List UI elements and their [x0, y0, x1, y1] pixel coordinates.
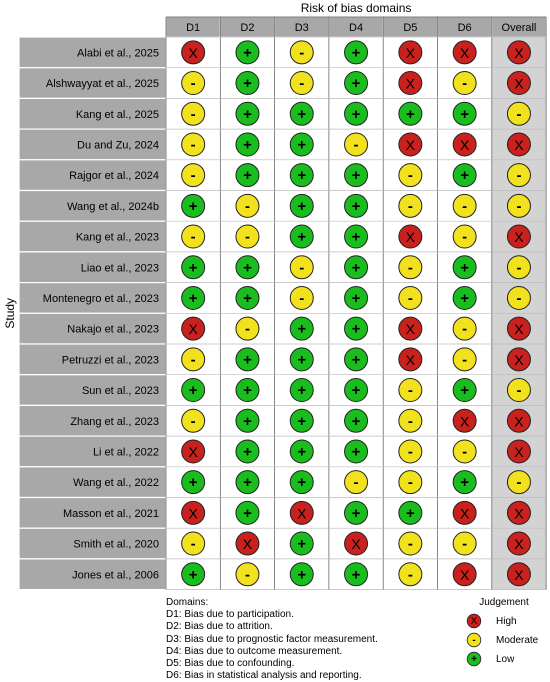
chart-title: Risk of bias domains — [300, 1, 412, 15]
judgement-marker-low-symbol: + — [460, 105, 470, 123]
judgement-marker-moderate-symbol: - — [353, 474, 359, 492]
study-label: Wang et al., 2022 — [73, 477, 159, 490]
study-label: Petruzzi et al., 2023 — [61, 354, 159, 367]
judgement-marker-high-symbol: X — [351, 536, 361, 553]
judgement-marker-low-symbol: + — [297, 105, 307, 123]
judgement-marker-moderate-symbol: - — [516, 474, 522, 492]
judgement-marker-high-symbol: X — [514, 536, 524, 553]
judgement-marker-low-symbol: + — [297, 474, 307, 492]
judgement-marker-moderate-symbol: - — [407, 197, 413, 215]
column-header-label-d1: D1 — [186, 22, 201, 34]
judgement-marker-low-symbol: + — [297, 412, 307, 430]
judgement-marker-moderate-symbol: - — [407, 412, 413, 430]
judgement-marker-low-symbol: + — [351, 167, 361, 185]
judgement-marker-high-symbol: X — [405, 136, 416, 153]
judgement-marker-low-symbol: + — [351, 566, 361, 584]
study-label: Kang et al., 2025 — [75, 108, 159, 121]
judgement-marker-low-symbol: + — [351, 228, 361, 246]
judgement-marker-high-symbol: X — [459, 413, 470, 430]
domain-d3: D3: Bias due to prognostic factor measurement. — [166, 633, 378, 645]
judgement-marker-low-symbol: + — [351, 289, 361, 307]
y-axis-label: Study — [3, 297, 17, 329]
judgement-marker-high-symbol: X — [514, 505, 524, 522]
judgement-marker-moderate-symbol: - — [516, 167, 522, 185]
judgement-marker-low-symbol: + — [243, 474, 252, 492]
column-header-label-d4: D4 — [349, 22, 364, 34]
judgement-marker-moderate-symbol: - — [190, 535, 196, 553]
judgement-marker-low-symbol: + — [297, 167, 307, 185]
judgement-marker-moderate-symbol: - — [190, 412, 196, 430]
judgement-marker-moderate-symbol: - — [516, 105, 522, 123]
judgement-marker-high-symbol: X — [514, 566, 524, 583]
judgement-marker-moderate-symbol: - — [462, 228, 468, 246]
judgement-marker-moderate-symbol: - — [407, 167, 413, 185]
column-header-label-d6: D6 — [457, 22, 472, 34]
column-header-label-d2: D2 — [240, 22, 255, 34]
judgement-marker-high-symbol: X — [188, 505, 198, 522]
judgement-marker-moderate-symbol: - — [299, 75, 305, 93]
judgement-marker-moderate-symbol: - — [462, 75, 468, 93]
judgement-marker-low-symbol: + — [460, 474, 470, 492]
study-label: Zhang et al., 2023 — [70, 415, 159, 428]
judgement-marker-low-symbol: + — [351, 443, 361, 461]
judgement-marker-high-symbol: X — [514, 44, 524, 61]
judgement-marker-moderate-symbol: - — [190, 136, 196, 154]
judgement-marker-low-symbol: + — [460, 382, 470, 400]
judgement-marker-low-symbol: + — [243, 412, 252, 430]
judgement-marker-moderate-symbol: - — [462, 443, 468, 461]
judgement-marker-low-symbol: + — [351, 197, 361, 215]
judgement-marker-high-symbol: X — [514, 321, 524, 338]
judgement-marker-low-symbol: + — [351, 382, 361, 400]
judgement-marker-moderate-symbol: - — [299, 289, 305, 307]
judgement-marker-high-symbol: X — [405, 44, 416, 61]
judgement-marker-low-symbol: + — [405, 504, 415, 522]
column-header-label-overall: Overall — [501, 22, 537, 34]
judgement-marker-moderate-symbol: - — [190, 351, 196, 369]
judgement-marker-high-symbol: X — [405, 229, 416, 246]
legend-area — [166, 597, 546, 682]
study-label: Sun et al., 2023 — [81, 385, 159, 398]
legend-label-moderate: Moderate — [496, 634, 539, 646]
legend-item-moderate — [466, 632, 539, 648]
judgement-marker-low-symbol: + — [297, 351, 307, 369]
judgement-marker-moderate-symbol: - — [516, 289, 522, 307]
judgement-marker-moderate-symbol: - — [244, 320, 250, 338]
judgement-marker-low-symbol: + — [297, 382, 307, 400]
judgement-marker-moderate-symbol: - — [190, 105, 196, 123]
judgement-marker-low-symbol: + — [188, 197, 198, 215]
judgement-marker-high-symbol: X — [459, 505, 470, 522]
judgement-marker-moderate-symbol: - — [190, 167, 196, 185]
judgement-marker-moderate-symbol: - — [407, 535, 413, 553]
legend-marker-moderate — [466, 632, 482, 648]
judgement-marker-low-symbol: + — [243, 289, 252, 307]
judgement-marker-high-symbol: X — [514, 75, 524, 92]
study-label: Alabi et al., 2025 — [77, 47, 159, 60]
judgement-marker-low-symbol: + — [351, 351, 361, 369]
judgement-marker-low-symbol: + — [351, 44, 361, 62]
study-label: Nakajo et al., 2023 — [67, 323, 159, 336]
judgement-marker-low-symbol: + — [243, 504, 252, 522]
study-label: Montenegro et al., 2023 — [42, 292, 159, 305]
judgement-marker-low-symbol: + — [188, 289, 198, 307]
legend-item-high — [466, 613, 517, 629]
legend-item-low — [466, 651, 515, 667]
judgement-marker-moderate-symbol: - — [407, 566, 413, 584]
judgement-marker-moderate-symbol: - — [190, 228, 196, 246]
judgement-marker-moderate-symbol: - — [244, 197, 250, 215]
judgement-marker-moderate-symbol: - — [407, 259, 413, 277]
judgement-marker-low-symbol: + — [297, 566, 307, 584]
judgement-marker-low-symbol: + — [297, 443, 307, 461]
judgement-marker-high-symbol: X — [514, 351, 524, 368]
judgement-marker-low-symbol: + — [243, 136, 252, 154]
column-header-label-d3: D3 — [294, 22, 309, 34]
study-label: Smith et al., 2020 — [73, 538, 159, 551]
judgement-marker-low-symbol: + — [188, 259, 198, 277]
domains-list — [166, 597, 378, 682]
judgement-marker-high-symbol: X — [405, 75, 416, 92]
judgement-marker-moderate-symbol: - — [462, 320, 468, 338]
judgement-marker-moderate-symbol: - — [244, 228, 250, 246]
judgement-marker-high-symbol: X — [405, 321, 416, 338]
judgement-marker-moderate-symbol: - — [516, 382, 522, 400]
study-label: Alshwayyat et al., 2025 — [45, 78, 159, 91]
judgement-marker-low-symbol: + — [243, 105, 252, 123]
column-header-label-d5: D5 — [403, 22, 418, 34]
judgement-marker-moderate-symbol: - — [462, 351, 468, 369]
domain-d1: D1: Bias due to participation. — [166, 609, 294, 621]
domains-title: Domains: — [166, 597, 209, 608]
judgement-marker-high-symbol: X — [514, 229, 524, 246]
judgement-marker-moderate-symbol: - — [407, 382, 413, 400]
domain-d5: D5: Bias due to confounding. — [166, 658, 295, 670]
study-label: Du and Zu, 2024 — [77, 139, 159, 152]
judgement-marker-low-symbol: + — [243, 382, 252, 400]
judgement-marker-low-symbol: + — [351, 504, 361, 522]
svg-text:+: + — [471, 654, 477, 665]
judgement-marker-moderate-symbol: - — [407, 443, 413, 461]
judgement-marker-moderate-symbol: - — [462, 197, 468, 215]
study-label: Jones et al., 2006 — [72, 569, 159, 582]
judgement-marker-moderate-symbol: - — [353, 136, 359, 154]
judgement-marker-low-symbol: + — [351, 412, 361, 430]
judgement-marker-low-symbol: + — [351, 320, 361, 338]
study-label: Rajgor et al., 2024 — [69, 170, 159, 183]
judgement-legend-title: Judgement — [479, 597, 529, 608]
judgement-marker-moderate-symbol: - — [462, 535, 468, 553]
study-label: Masson et al., 2021 — [62, 507, 159, 520]
judgement-marker-low-symbol: + — [460, 167, 470, 185]
legend-marker-low — [466, 651, 482, 667]
judgement-marker-low-symbol: + — [243, 351, 252, 369]
domain-d4: D4: Bias due to outcome measurement. — [166, 645, 343, 657]
judgement-marker-low-symbol: + — [405, 105, 415, 123]
judgement-marker-low-symbol: + — [243, 44, 252, 62]
judgement-marker-high-symbol: X — [459, 136, 470, 153]
judgement-marker-high-symbol: X — [405, 351, 416, 368]
study-label: Wang et al., 2024b — [67, 200, 159, 213]
judgement-marker-moderate-symbol: - — [516, 259, 522, 277]
judgement-marker-low-symbol: + — [243, 75, 252, 93]
judgement-marker-low-symbol: + — [188, 382, 198, 400]
judgement-marker-high-symbol: X — [459, 44, 470, 61]
judgement-marker-high-symbol: X — [188, 44, 198, 61]
domain-d6: D6: Bias in statistical analysis and reporting. — [166, 670, 362, 682]
judgement-marker-low-symbol: + — [243, 167, 252, 185]
judgement-marker-low-symbol: + — [351, 75, 361, 93]
judgement-marker-high-symbol: X — [514, 136, 524, 153]
legend-label-high: High — [496, 615, 517, 627]
judgement-marker-low-symbol: + — [297, 228, 307, 246]
judgement-marker-low-symbol: + — [297, 197, 307, 215]
judgement-marker-high-symbol: X — [188, 321, 198, 338]
domain-d2: D2: Bias due to attrition. — [166, 621, 273, 633]
judgement-marker-moderate-symbol: - — [516, 197, 522, 215]
judgement-marker-high-symbol: X — [188, 443, 198, 460]
judgement-marker-low-symbol: + — [243, 259, 252, 277]
judgement-marker-moderate-symbol: - — [244, 566, 250, 584]
judgement-marker-low-symbol: + — [243, 443, 252, 461]
judgement-marker-low-symbol: + — [351, 105, 361, 123]
judgement-marker-high-symbol: X — [514, 413, 524, 430]
judgement-marker-low-symbol: + — [297, 320, 307, 338]
judgement-marker-moderate-symbol: - — [407, 289, 413, 307]
judgement-marker-moderate-symbol: - — [407, 474, 413, 492]
judgement-marker-high-symbol: X — [242, 536, 253, 553]
judgement-marker-moderate-symbol: - — [190, 75, 196, 93]
judgement-marker-high-symbol: X — [514, 443, 524, 460]
svg-text:-: - — [472, 635, 476, 646]
judgement-marker-moderate-symbol: - — [299, 259, 305, 277]
judgement-marker-low-symbol: + — [297, 136, 307, 154]
judgement-marker-low-symbol: + — [188, 474, 198, 492]
judgement-marker-low-symbol: + — [188, 566, 198, 584]
judgement-marker-low-symbol: + — [297, 535, 307, 553]
legend-label-low: Low — [496, 653, 515, 665]
judgement-legend — [462, 597, 546, 665]
judgement-marker-low-symbol: + — [351, 259, 361, 277]
study-label: Liao et al., 2023 — [80, 262, 159, 275]
judgement-marker-low-symbol: + — [460, 259, 470, 277]
judgement-marker-low-symbol: + — [460, 289, 470, 307]
study-label: Kang et al., 2023 — [75, 231, 159, 244]
judgement-marker-moderate-symbol: - — [299, 44, 305, 62]
legend-marker-high — [466, 613, 482, 629]
judgement-marker-high-symbol: X — [459, 566, 470, 583]
study-label: Li et al., 2022 — [92, 446, 159, 459]
svg-text:X: X — [470, 616, 478, 627]
judgement-marker-high-symbol: X — [297, 505, 307, 522]
